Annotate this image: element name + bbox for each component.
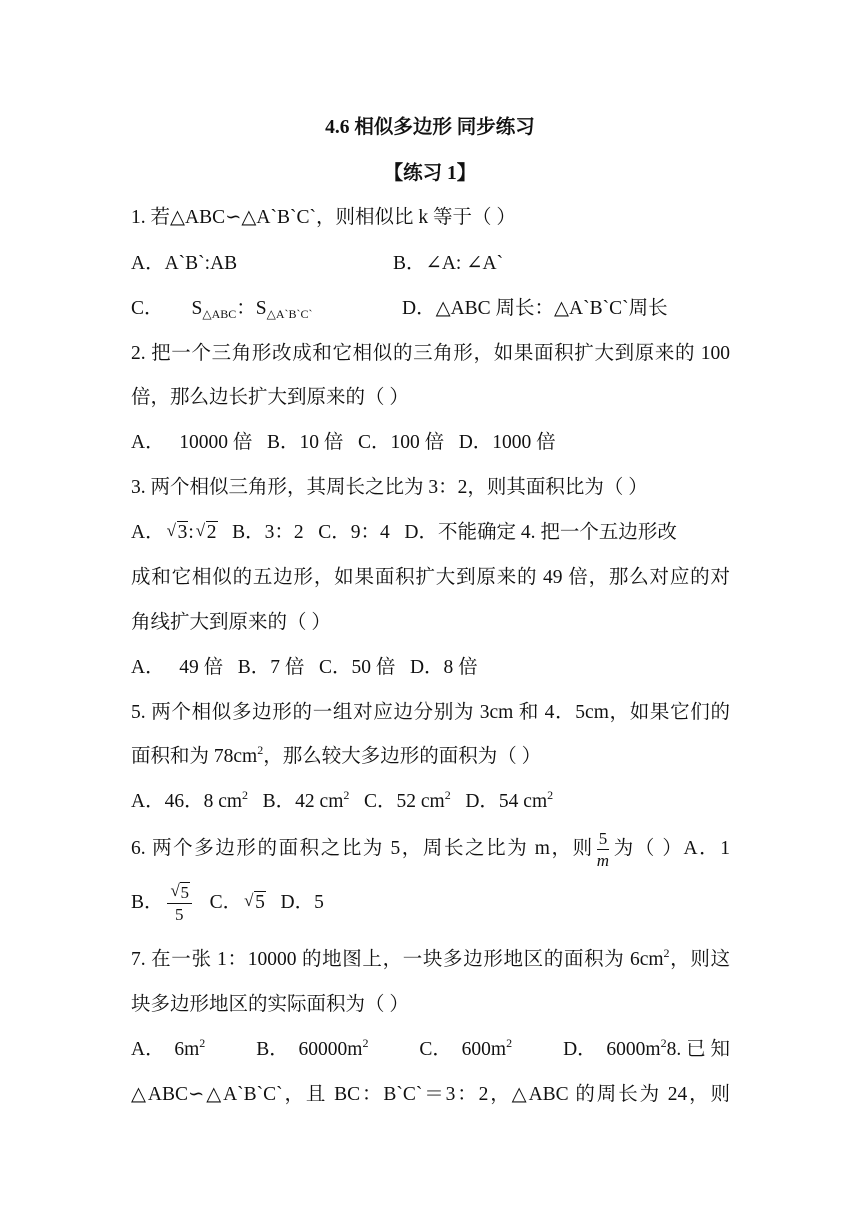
- option-c-label: C．: [131, 298, 164, 319]
- question-4-line-2: 成和它相似的五边形，如果面积扩大到原来的 49 倍，那么对应的对: [131, 567, 730, 588]
- question-8-line-2: △ABC∽△A`B`C`，且 BC：B`C`＝3：2，△ABC 的周长为 24，则: [131, 1084, 730, 1105]
- question-3-rest: B．3：2 C．9：4 D．不能确定 4. 把一个五边形改: [217, 522, 677, 543]
- question-7-line-1: 7. 在一张 1：10000 的地图上，一块多边形地区的面积为 $6cm^2$，则这: [131, 946, 730, 970]
- q5-option-c: C．52 cm: [349, 791, 445, 812]
- question-6-stem: 6. 两个多边形的面积之比为 5，周长之比为 m，则 $\frac{5}{m}$ 为（ ）A．1: [131, 829, 730, 870]
- question-4-line-3: 角线扩大到原来的（ ）: [131, 612, 331, 633]
- question-5-line-1: 5. 两个相似多边形的一组对应边分别为 3cm 和 4．5cm，如果它们的: [131, 702, 730, 723]
- area-subscript-2: △A`B`C`: [266, 307, 313, 321]
- question-3-stem: 3. 两个相似三角形，其周长之比为 3：2，则其面积比为（ ）: [131, 477, 648, 498]
- fraction-5-over-m: $\frac{5}{m}$: [596, 829, 609, 870]
- question-1-option-d: D．△ABC 周长：△A`B`C`周长: [402, 298, 668, 319]
- sqrt-3: √ 3: [167, 519, 189, 547]
- question-5-line-2: 面积和为 $78cm^2$，那么较大多边形的面积为（ ）: [131, 743, 542, 767]
- q7-option-b: B． $60000m^2$: [256, 1036, 369, 1060]
- q5-option-a: A．46．8 cm: [131, 791, 243, 812]
- area-subscript-1: △ABC: [202, 307, 237, 321]
- sqrt-2: √ 2: [196, 519, 218, 547]
- option-a-label: A．: [131, 522, 165, 543]
- sqrt-5: √ 5: [244, 885, 266, 921]
- question-7-options: [131, 1036, 730, 1064]
- question-1-stem: 1. 若△ABC∽△A`B`C`，则相似比 k 等于（ ）: [131, 207, 516, 228]
- question-6-options: B． √ $\frac{5}{5}$ C．√ 5 D．5: [131, 884, 324, 923]
- area-symbol-2: S: [255, 298, 267, 319]
- question-4-options: A． 49 倍 B．7 倍 C．50 倍 D．8 倍: [131, 657, 478, 678]
- question-7-line-2: 块多边形地区的实际面积为（ ）: [131, 994, 409, 1015]
- section-heading: 【练习 1】: [383, 163, 477, 184]
- q7-option-a: A． $6m^2$: [131, 1036, 206, 1060]
- question-2-line-2: 倍，那么边长扩大到原来的（ ）: [131, 387, 409, 408]
- q5-option-b: B．42 cm: [248, 791, 344, 812]
- question-5-options: A．46．8 $cm^2$ B．42 $cm^2$ C．52 $cm^2$ D．54 $cm^2$: [131, 788, 554, 812]
- area-symbol-1: S: [191, 298, 203, 319]
- question-2-options: A． 10000 倍 B．10 倍 C．100 倍 D．1000 倍: [131, 432, 556, 453]
- ratio-colon: ：: [236, 298, 256, 319]
- q7-option-c: C． $600m^2$: [419, 1036, 513, 1060]
- fraction-sqrt5-over-5: √ $\frac{5}{5}$: [167, 884, 193, 923]
- q5-option-d: D．54 cm: [450, 791, 548, 812]
- q7-option-d: D． $6000m^28$. 已 知: [563, 1036, 730, 1060]
- option-b-label: B．: [131, 891, 164, 913]
- question-1-option-b: B．∠A: ∠A`: [393, 253, 504, 274]
- page-title: 4.6 相似多边形 同步练习: [325, 117, 535, 138]
- question-2-line-1: 2. 把一个三角形改成和它相似的三角形，如果面积扩大到原来的 100: [131, 343, 730, 364]
- question-1-option-c: [131, 295, 313, 328]
- question-1-option-a: A．A`B`:AB: [131, 253, 238, 274]
- question-3-options: A．√ 3:√ 2 B．3：2 C．9：4 D．不能确定 4. 把一个五边形改: [131, 519, 677, 547]
